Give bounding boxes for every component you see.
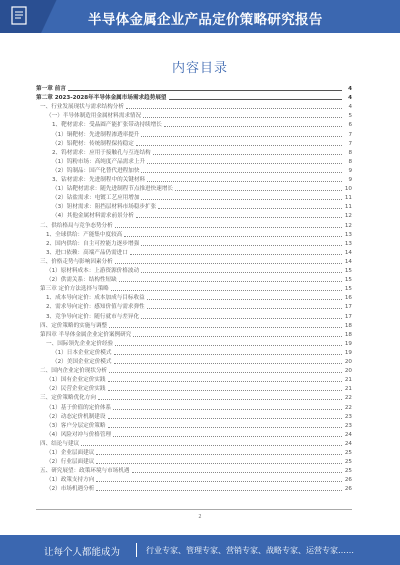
- toc-leader: [108, 427, 343, 428]
- toc-leader: [147, 299, 342, 300]
- toc-entry-label: 2、钨材需求：应用于接触孔与互连结构: [52, 149, 151, 156]
- toc-entry[interactable]: [36, 184, 352, 193]
- toc-leader: [119, 281, 342, 282]
- footer-bar: [0, 535, 400, 565]
- toc-entry-page: 13: [344, 240, 352, 247]
- toc-entry-page: 20: [344, 359, 352, 365]
- toc-entry-label: （2）铝靶材：传统制程保持稳定: [52, 140, 134, 147]
- toc-leader: [108, 390, 343, 391]
- toc-entry[interactable]: [36, 193, 352, 202]
- toc-leader: [158, 208, 342, 209]
- toc-entry-page: 25: [344, 459, 352, 466]
- toc-heading: 内容目录: [171, 61, 228, 76]
- toc-leader: [111, 290, 342, 291]
- toc-entry-label: （2）市场机遇分析: [46, 486, 95, 493]
- toc-entry-label: 二、供给格局与竞争态势分析: [40, 222, 113, 229]
- toc-entry-label: （1）钨粉市场：高纯度产品需求上升: [52, 158, 146, 165]
- toc-entry-page: 22: [344, 395, 352, 402]
- toc-entry-label: 2、需求导向定价：感知价值与需求弹性: [46, 304, 145, 311]
- toc-entry-page: 14: [344, 258, 352, 265]
- toc-entry-label: （2）行业层面建议: [46, 459, 95, 466]
- toc-entry[interactable]: [36, 266, 352, 275]
- toc-entry[interactable]: [36, 111, 352, 120]
- toc-entry[interactable]: [36, 202, 352, 211]
- toc-entry[interactable]: [36, 448, 352, 457]
- toc-entry-page: 20: [344, 368, 352, 375]
- toc-leader: [164, 126, 342, 127]
- toc-leader: [96, 481, 342, 482]
- toc-leader: [98, 399, 342, 400]
- toc-leader: [115, 227, 342, 228]
- toc-entry-label: （2）供需关系：结构性短缺: [46, 277, 117, 284]
- toc-leader: [147, 308, 342, 309]
- toc-entry-page: 7: [348, 140, 352, 147]
- toc-entry-label: 1、靶材需求：受晶圆产能扩张带动持续增长: [52, 122, 162, 129]
- toc-entry-page: 18: [344, 331, 352, 338]
- toc-leader: [169, 99, 342, 100]
- toc-entry-label: （1）政策支持方向: [46, 477, 95, 484]
- toc-entry-page: 12: [344, 213, 352, 220]
- toc-leader: [141, 199, 342, 200]
- toc-entry-label: （3）客户分层定价策略: [46, 422, 106, 429]
- toc-entry-label: 五、研究展望：政策环境与市场机遇: [40, 468, 130, 475]
- toc-entry[interactable]: [36, 403, 352, 412]
- toc-entry-page: 17: [344, 313, 352, 320]
- page-number: 2: [198, 514, 202, 520]
- toc-leader: [108, 418, 343, 419]
- toc-entry-label: 二、国内企业定价现状分析: [40, 368, 108, 375]
- toc-leader: [136, 217, 342, 218]
- toc-entry-label: （1）原材料成本：上游资源价格波动: [46, 268, 140, 274]
- toc-entry-page: 21: [344, 377, 352, 384]
- toc-leader: [141, 136, 342, 137]
- toc-leader: [141, 172, 342, 173]
- toc-leader: [136, 145, 342, 146]
- toc-entry-label: 四、定价策略的实施与调整: [40, 322, 108, 329]
- toc-entry[interactable]: [36, 330, 352, 339]
- report-title: 半导体金属企业产品定价策略研究报告: [88, 12, 323, 28]
- toc-leader: [115, 263, 342, 264]
- toc-entry[interactable]: [36, 393, 352, 402]
- toc-entry[interactable]: [36, 312, 352, 321]
- toc-entry-label: 一、国际领先企业定价经验: [46, 340, 114, 347]
- toc-entry[interactable]: [36, 475, 352, 484]
- toc-entry-page: 15: [344, 268, 352, 274]
- toc-entry-label: 1、全球供给：产能集中度较高: [46, 231, 123, 238]
- toc-entry-label: 3、进口依赖：高端产品仍需进口: [46, 249, 128, 256]
- toc-entry-page: 8: [348, 149, 352, 156]
- toc-leader: [96, 463, 342, 464]
- toc-leader: [130, 254, 342, 255]
- toc-entry[interactable]: [36, 84, 352, 93]
- toc-entry-label: 3、钴材需求：先进制程中的关键材料: [52, 177, 146, 183]
- toc-entry[interactable]: [36, 357, 352, 366]
- toc-entry-page: 11: [344, 204, 352, 211]
- toc-entry-label: （3）钽材需求：阻挡层材料市场稳步扩张: [52, 204, 157, 211]
- toc-entry-page: 18: [344, 322, 352, 329]
- toc-leader: [114, 354, 343, 355]
- toc-entry-page: 4: [348, 95, 352, 102]
- toc-entry-page: 17: [344, 304, 352, 311]
- toc-entry-label: 一、行业发展现状与需求结构分析: [40, 104, 124, 111]
- toc-entry-page: 10: [344, 186, 352, 193]
- toc-entry-label: 四、结论与建议: [40, 440, 80, 447]
- toc-entry-label: （1）铜靶材：先进制程渗透率提升: [52, 131, 140, 138]
- toc-leader: [109, 372, 342, 373]
- toc-entry[interactable]: [36, 384, 352, 393]
- toc-entry-page: 11: [344, 195, 352, 202]
- toc-leader: [96, 490, 342, 491]
- toc-entry[interactable]: [36, 284, 352, 293]
- toc-leader: [133, 336, 342, 337]
- toc-entry-label: 三、定价策略优化方向: [40, 395, 96, 402]
- toc-entry-page: 9: [348, 167, 352, 174]
- toc-entry[interactable]: [36, 275, 352, 284]
- toc-entry-page: 26: [344, 477, 352, 484]
- toc-entry[interactable]: [36, 421, 352, 430]
- toc-entry-page: 5: [348, 113, 352, 120]
- toc-entry-page: 7: [348, 131, 352, 138]
- toc-entry-page: 25: [344, 468, 352, 475]
- toc-entry-label: 1、成本导向定价：成本加成与目标收益: [46, 295, 145, 302]
- toc-entry-page: 23: [344, 413, 352, 420]
- toc-entry[interactable]: [36, 130, 352, 139]
- toc-entry-page: 16: [344, 295, 352, 302]
- toc-entry[interactable]: [36, 175, 352, 184]
- toc-entry-label: 三、价格走势与影响因素分析: [40, 258, 113, 265]
- toc-entry-label: （4）其他金属材料需求前景分析: [52, 213, 134, 220]
- toc-entry-label: （2）动态定价机制建设: [46, 413, 106, 420]
- toc-entry-label: （2）民营企业定价实践: [46, 386, 106, 393]
- toc-entry-page: 12: [344, 222, 352, 229]
- toc-leader: [113, 436, 342, 437]
- toc-entry[interactable]: [36, 302, 352, 311]
- toc-entry-page: 23: [344, 422, 352, 429]
- toc-leader: [147, 163, 342, 164]
- toc-entry-label: 第一章 前言: [36, 86, 66, 92]
- toc-entry[interactable]: [36, 221, 352, 230]
- toc-entry-page: 9: [348, 177, 352, 183]
- toc-entry-page: 19: [344, 340, 352, 347]
- toc-leader: [141, 245, 342, 246]
- toc-leader: [175, 190, 342, 191]
- toc-entry-label: 第四章 半导体金属企业定价案例研究: [40, 331, 132, 338]
- toc-entry[interactable]: [36, 366, 352, 375]
- toc-entry-label: （4）风险对冲与价格管理: [46, 431, 112, 438]
- toc-entry-page: 14: [344, 249, 352, 256]
- bottom-divider: [36, 509, 352, 510]
- toc-entry[interactable]: [36, 484, 352, 493]
- toc-entry-page: 13: [344, 231, 352, 238]
- toc-entry-page: 15: [344, 286, 352, 293]
- toc-entry-label: （2）美国企业定价模式: [52, 359, 112, 365]
- toc-leader: [141, 318, 342, 319]
- toc-entry-page: 22: [344, 404, 352, 411]
- toc-leader: [68, 90, 342, 91]
- toc-entry-page: 26: [344, 486, 352, 493]
- toc-entry[interactable]: [36, 139, 352, 148]
- footer-separator: [136, 543, 137, 557]
- toc-leader: [113, 409, 342, 410]
- toc-entry[interactable]: [36, 148, 352, 157]
- toc-leader: [109, 327, 342, 328]
- toc-entry-label: （2）钴盐需求：电镀工艺应用增加: [52, 195, 140, 202]
- toc-entry-label: （一）半导体制造用金属材料需求情况: [46, 113, 142, 120]
- header-bar: [0, 0, 400, 33]
- toc-entry[interactable]: [36, 293, 352, 302]
- toc-leader: [81, 445, 342, 446]
- toc-leader: [114, 363, 343, 364]
- toc-entry[interactable]: [36, 466, 352, 475]
- toc-entry-label: （1）日本企业定价模式: [52, 349, 112, 356]
- toc-entry-label: （1）企业层面建议: [46, 450, 95, 456]
- toc-leader: [153, 154, 342, 155]
- toc-entry-label: （1）基于价值的定价体系: [46, 404, 112, 411]
- toc-leader: [126, 108, 342, 109]
- toc-entry[interactable]: [36, 457, 352, 466]
- toc-entry-label: （1）钴靶材需求：随先进制程节点推进快速增长: [52, 186, 174, 193]
- toc-entry-label: 第二章 2023-2028年半导体金属市场需求趋势展望: [36, 95, 167, 102]
- toc-leader: [147, 181, 342, 182]
- toc-entry[interactable]: [36, 348, 352, 357]
- toc-leader: [108, 381, 343, 382]
- document-icon: [8, 4, 36, 26]
- toc-leader: [124, 236, 342, 237]
- toc-entry[interactable]: [36, 230, 352, 239]
- toc-entry[interactable]: [36, 257, 352, 266]
- footer-tagline: 行业专家、管理专家、营销专家、战略专家、运营专家……: [146, 546, 354, 555]
- toc-entry[interactable]: [36, 339, 352, 348]
- toc-entry[interactable]: [36, 430, 352, 439]
- toc-entry[interactable]: [36, 412, 352, 421]
- toc-entry[interactable]: [36, 93, 352, 102]
- toc-entry-page: 24: [344, 440, 352, 447]
- toc-entry-label: （2）钨制品：国产化替代进程加快: [52, 167, 140, 174]
- toc-entry-page: 8: [348, 158, 352, 165]
- toc-entry[interactable]: [36, 157, 352, 166]
- toc-entry[interactable]: [36, 166, 352, 175]
- toc-entry[interactable]: [36, 321, 352, 330]
- toc-entry-page: 15: [344, 277, 352, 284]
- toc-entry-label: 2、国内供给：自主可控能力逐步增强: [46, 240, 140, 247]
- toc-entry-label: （1）国有企业定价实践: [46, 377, 106, 384]
- toc-leader: [141, 272, 342, 273]
- toc-entry-page: 4: [348, 104, 352, 111]
- footer-slogan: 让每个人都能成为: [44, 547, 121, 558]
- toc-entry-page: 24: [344, 431, 352, 438]
- toc-entry[interactable]: [36, 120, 352, 129]
- toc-entry[interactable]: [36, 248, 352, 257]
- toc-entry[interactable]: [36, 211, 352, 220]
- toc-entry[interactable]: [36, 439, 352, 448]
- toc-entry-page: 6: [348, 122, 352, 129]
- toc-entry-page: 4: [348, 86, 352, 92]
- toc-entry[interactable]: [36, 375, 352, 384]
- toc-entry-label: 第三章 定价方法选择与策略: [40, 286, 109, 293]
- toc-entry-page: 21: [344, 386, 352, 393]
- toc-entry-page: 25: [344, 450, 352, 456]
- toc-leader: [96, 454, 342, 455]
- toc-entry-label: 3、竞争导向定价：随行就市与差异化: [46, 313, 140, 320]
- toc-entry-page: 19: [344, 349, 352, 356]
- toc-entry[interactable]: [36, 239, 352, 248]
- toc-leader: [143, 117, 342, 118]
- toc-leader: [115, 345, 342, 346]
- toc-leader: [132, 472, 342, 473]
- toc-entry[interactable]: [36, 102, 352, 111]
